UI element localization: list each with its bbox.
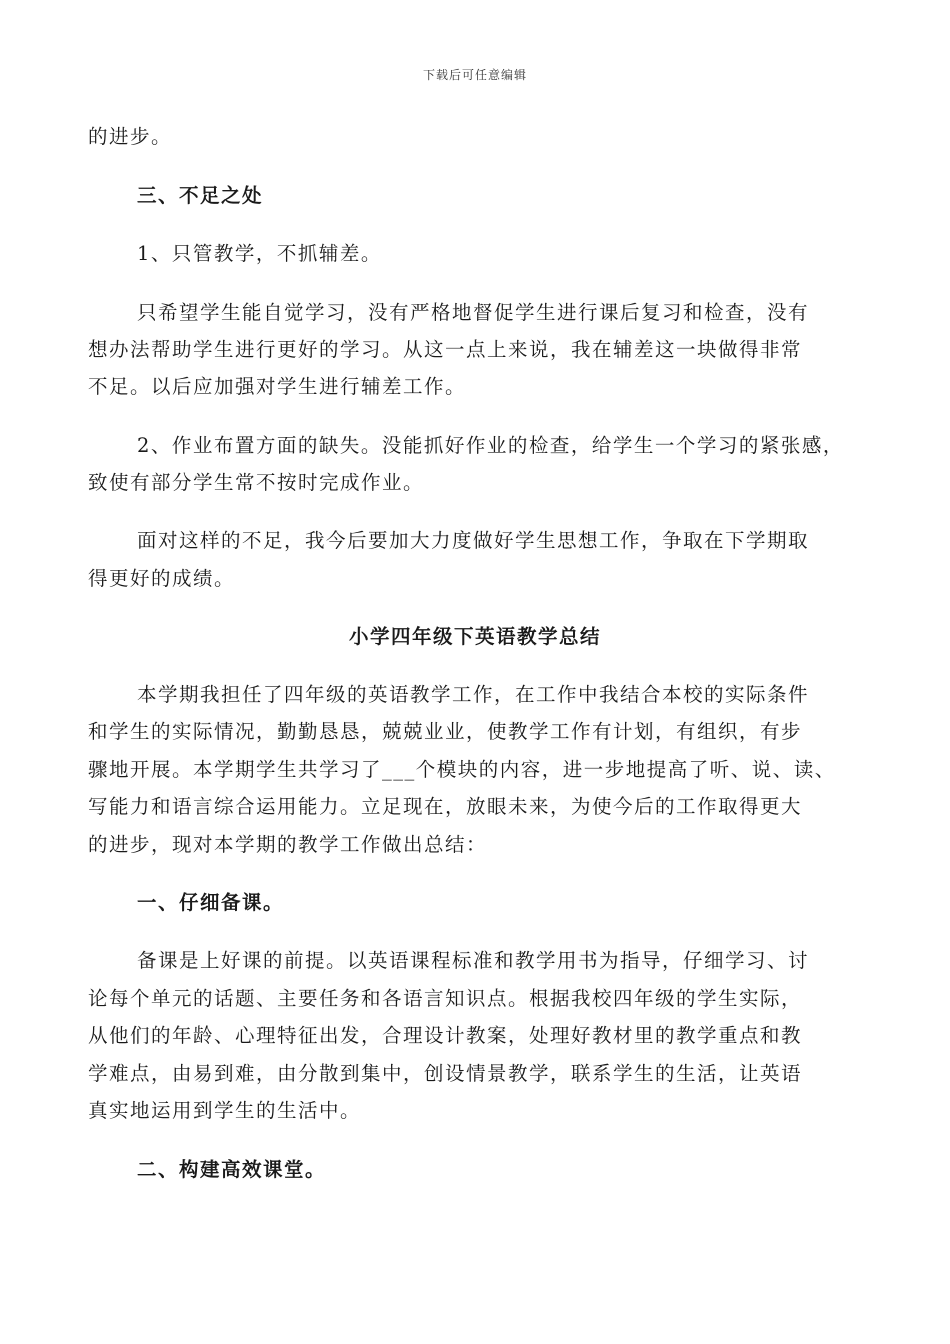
body-line: 只希望学生能自觉学习，没有严格地督促学生进行课后复习和检查，没有 xyxy=(137,301,810,324)
body-line: 论每个单元的话题、主要任务和各语言知识点。根据我校四年级的学生实际， xyxy=(88,987,803,1010)
body-line: 真实地运用到学生的生活中。 xyxy=(88,1099,362,1122)
document-title: 小学四年级下英语教学总结 xyxy=(348,625,601,648)
body-line: 学难点，由易到难，由分散到集中，创设情景教学，联系学生的生活，让英语 xyxy=(88,1062,803,1085)
body-line: 本学期我担任了四年级的英语教学工作，在工作中我结合本校的实际条件 xyxy=(137,683,810,706)
body-line: 骤地开展。本学期学生共学习了___个模块的内容，进一步地提高了听、说、读、 xyxy=(88,758,836,781)
body-line: 面对这样的不足，我今后要加大力度做好学生思想工作，争取在下学期取 xyxy=(137,529,810,552)
body-line: 不足。以后应加强对学生进行辅差工作。 xyxy=(88,375,467,398)
list-item: 1、只管教学，不抓辅差。 xyxy=(137,242,382,265)
body-line: 从他们的年龄、心理特征出发，合理设计教案，处理好教材里的教学重点和教 xyxy=(88,1024,803,1047)
body-line: 的进步，现对本学期的教学工作做出总结： xyxy=(88,833,488,856)
list-item: 2、作业布置方面的缺失。没能抓好作业的检查，给学生一个学习的紧张感， xyxy=(137,434,844,457)
body-line: 得更好的成绩。 xyxy=(88,567,236,590)
body-line: 备课是上好课的前提。以英语课程标准和教学用书为指导，仔细学习、讨 xyxy=(137,949,810,972)
section-heading: 一、仔细备课。 xyxy=(137,891,285,914)
body-line: 的进步。 xyxy=(88,125,173,148)
body-line: 致使有部分学生常不按时完成作业。 xyxy=(88,471,425,494)
section-heading: 二、构建高效课堂。 xyxy=(137,1158,327,1181)
body-line: 和学生的实际情况，勤勤恳恳，兢兢业业，使教学工作有计划，有组织，有步 xyxy=(88,720,803,743)
section-heading: 三、不足之处 xyxy=(137,184,264,207)
body-line: 写能力和语言综合运用能力。立足现在，放眼未来，为使今后的工作取得更大 xyxy=(88,795,803,818)
body-line: 想办法帮助学生进行更好的学习。从这一点上来说，我在辅差这一块做得非常 xyxy=(88,338,803,361)
page-header: 下载后可任意编辑 xyxy=(422,68,527,82)
